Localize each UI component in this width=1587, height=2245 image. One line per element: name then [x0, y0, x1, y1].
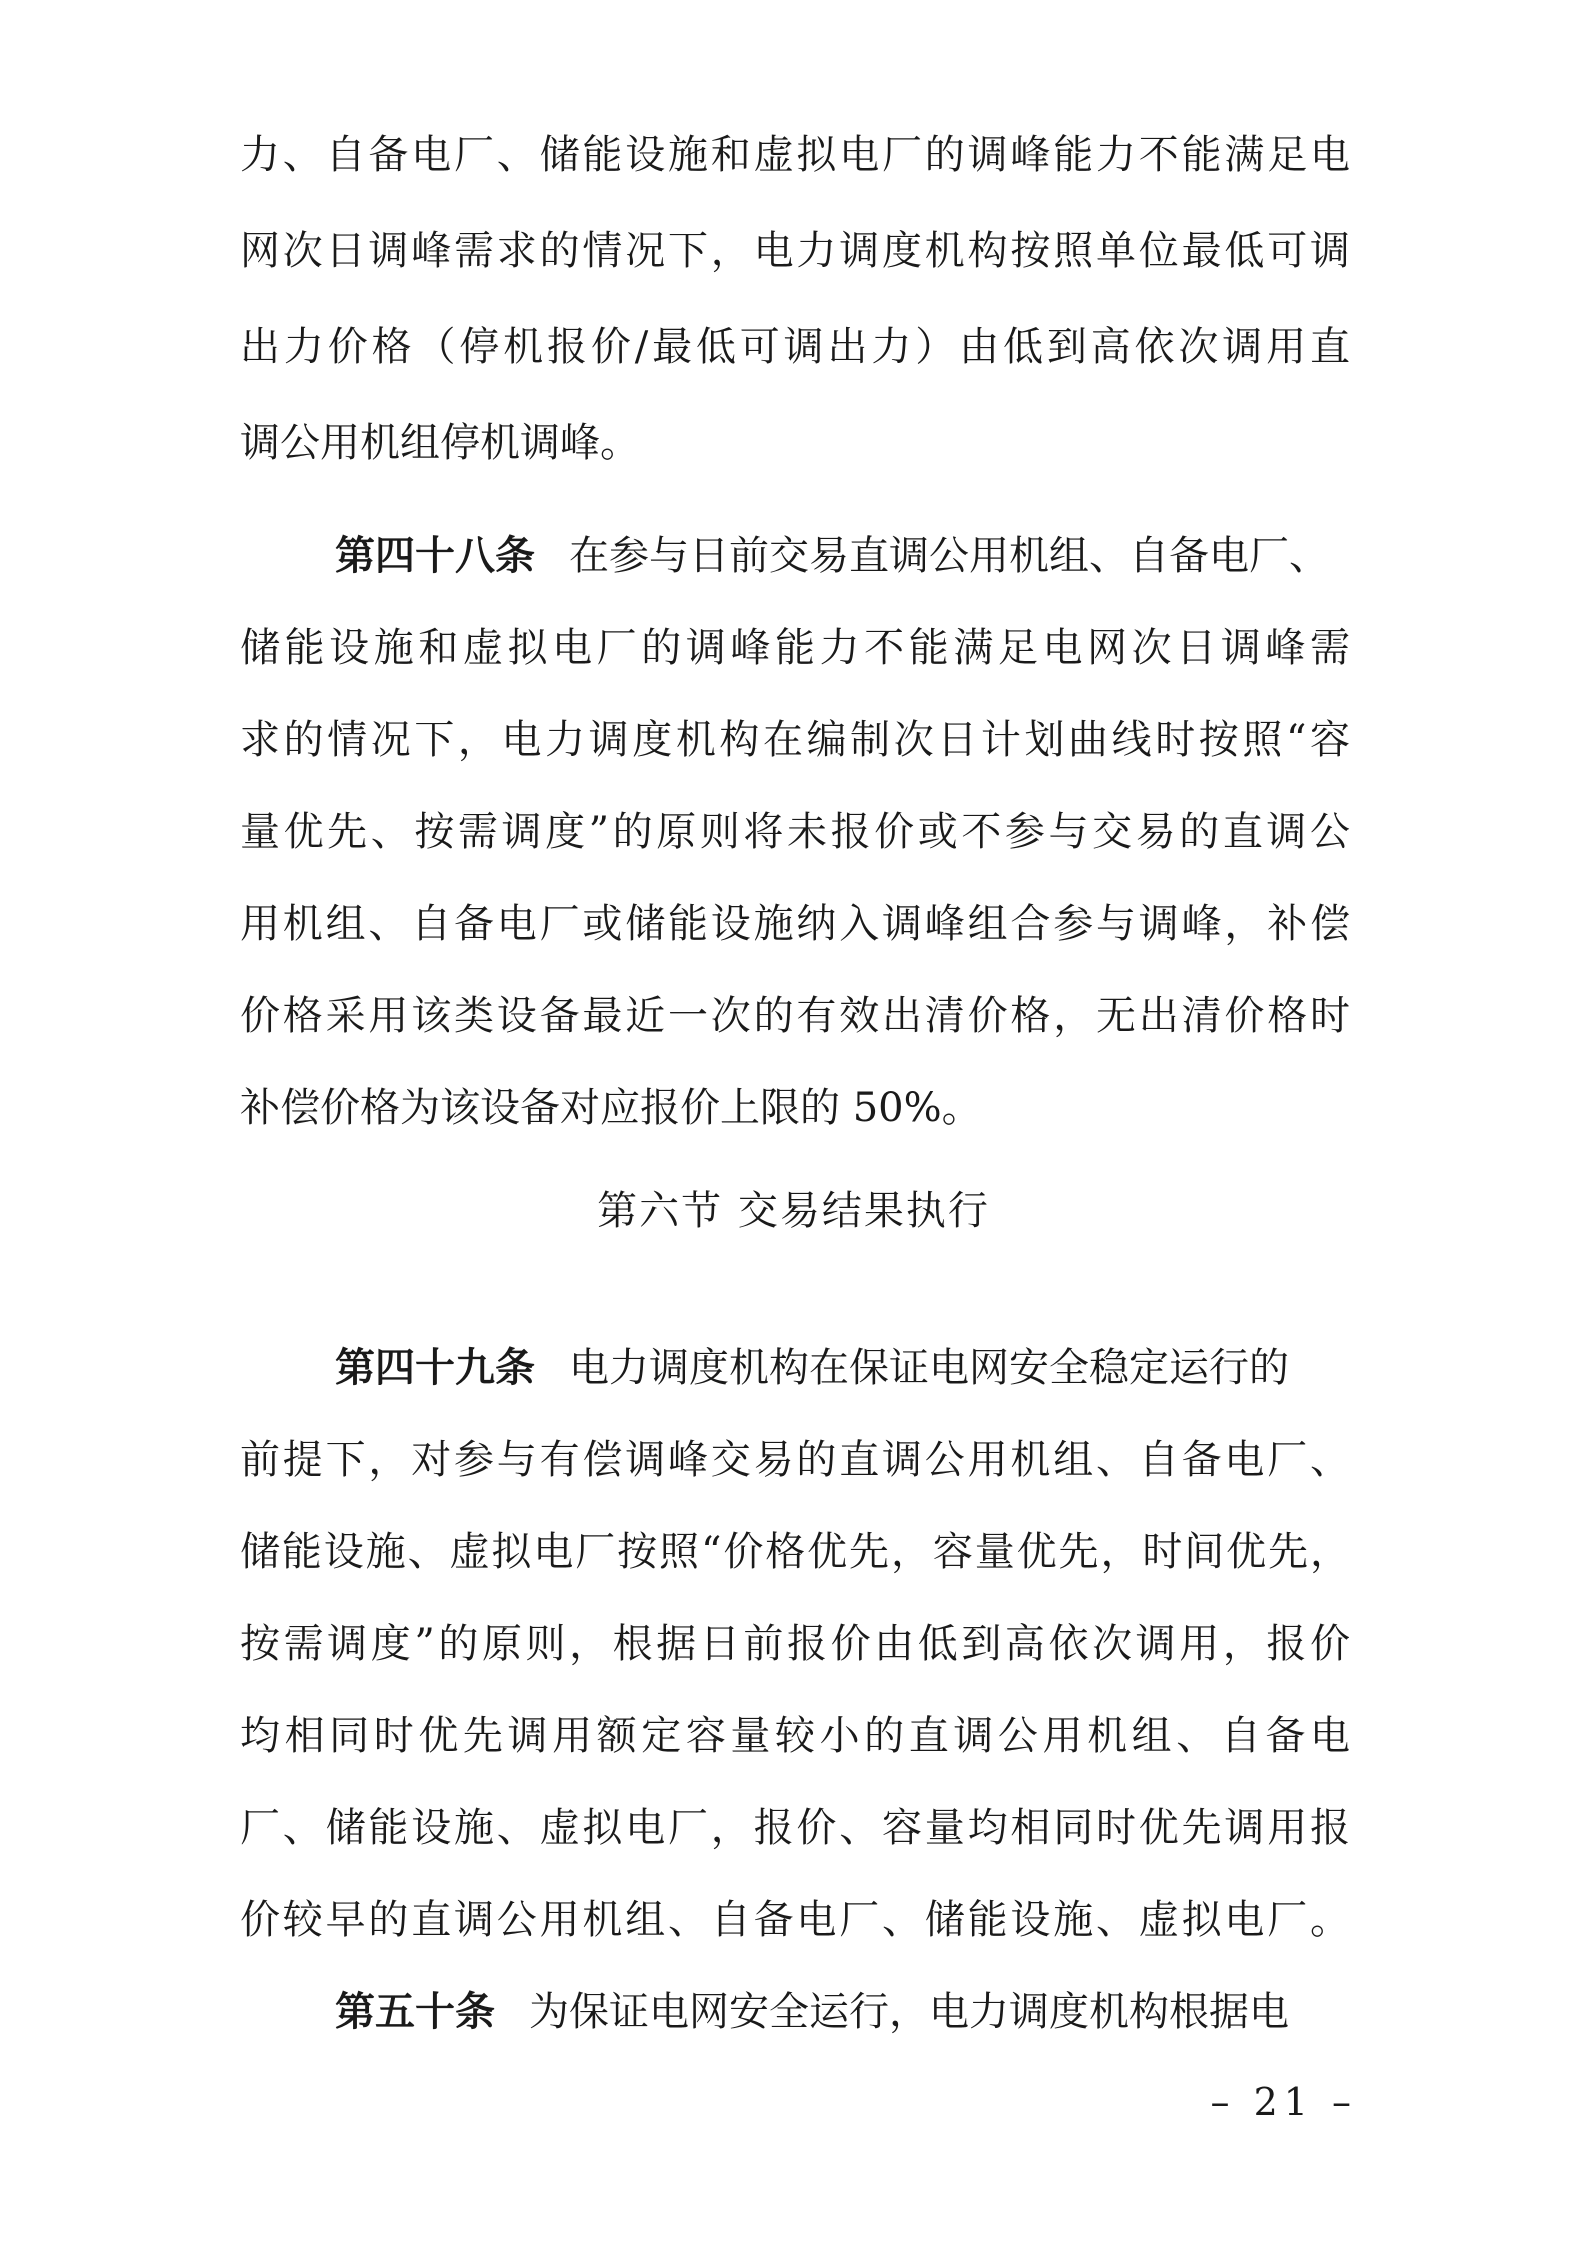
paragraph-line: 求的情况下，电力调度机构在编制次日计划曲线时按照“容 — [240, 717, 1350, 763]
section-heading: 第六节 交易结果执行 — [597, 1188, 990, 1234]
paragraph-line: 用机组、自备电厂或储能设施纳入调峰组合参与调峰，补偿 — [240, 901, 1350, 947]
article-49-first-line — [335, 1320, 1350, 1416]
article-49-number: 第四十九条 — [335, 1344, 535, 1391]
paragraph-line: 价格采用该类设备最近一次的有效出清价格，无出清价格时 — [240, 993, 1350, 1039]
paragraph-line: 储能设施和虚拟电厂的调峰能力不能满足电网次日调峰需 — [240, 625, 1350, 671]
paragraph-line: 均相同时优先调用额定容量较小的直调公用机组、自备电 — [240, 1713, 1350, 1759]
paragraph-line: 前提下，对参与有偿调峰交易的直调公用机组、自备电厂、 — [240, 1437, 1350, 1483]
paragraph-line: 价较早的直调公用机组、自备电厂、储能设施、虚拟电厂。 — [240, 1897, 1350, 1943]
article-49-first-text: 电力调度机构在保证电网安全稳定运行的 — [569, 1345, 1289, 1391]
paragraph-line: 按需调度”的原则，根据日前报价由低到高依次调用，报价 — [240, 1621, 1350, 1667]
page-number: – 21 – — [1210, 2080, 1357, 2124]
article-48-first-line — [335, 508, 1350, 604]
paragraph-line: 补偿价格为该设备对应报价上限的 50%。 — [240, 1085, 982, 1131]
paragraph-line: 网次日调峰需求的情况下，电力调度机构按照单位最低可调 — [240, 228, 1350, 274]
paragraph-line: 厂、储能设施、虚拟电厂，报价、容量均相同时优先调用报 — [240, 1805, 1350, 1851]
paragraph-line: 出力价格（停机报价/最低可调出力）由低到高依次调用直 — [240, 324, 1350, 370]
paragraph-line: 量优先、按需调度”的原则将未报价或不参与交易的直调公 — [240, 809, 1350, 855]
paragraph-line: 储能设施、虚拟电厂按照“价格优先，容量优先，时间优先， — [240, 1529, 1350, 1575]
article-50-first-line — [335, 1964, 1350, 2060]
article-48-number: 第四十八条 — [335, 532, 535, 579]
article-50-number: 第五十条 — [335, 1988, 495, 2035]
article-50-first-text: 为保证电网安全运行，电力调度机构根据电 — [529, 1989, 1289, 2035]
paragraph-line: 力、自备电厂、储能设施和虚拟电厂的调峰能力不能满足电 — [240, 132, 1350, 178]
paragraph-line: 调公用机组停机调峰。 — [240, 420, 640, 466]
article-48-first-text: 在参与日前交易直调公用机组、自备电厂、 — [569, 533, 1329, 579]
